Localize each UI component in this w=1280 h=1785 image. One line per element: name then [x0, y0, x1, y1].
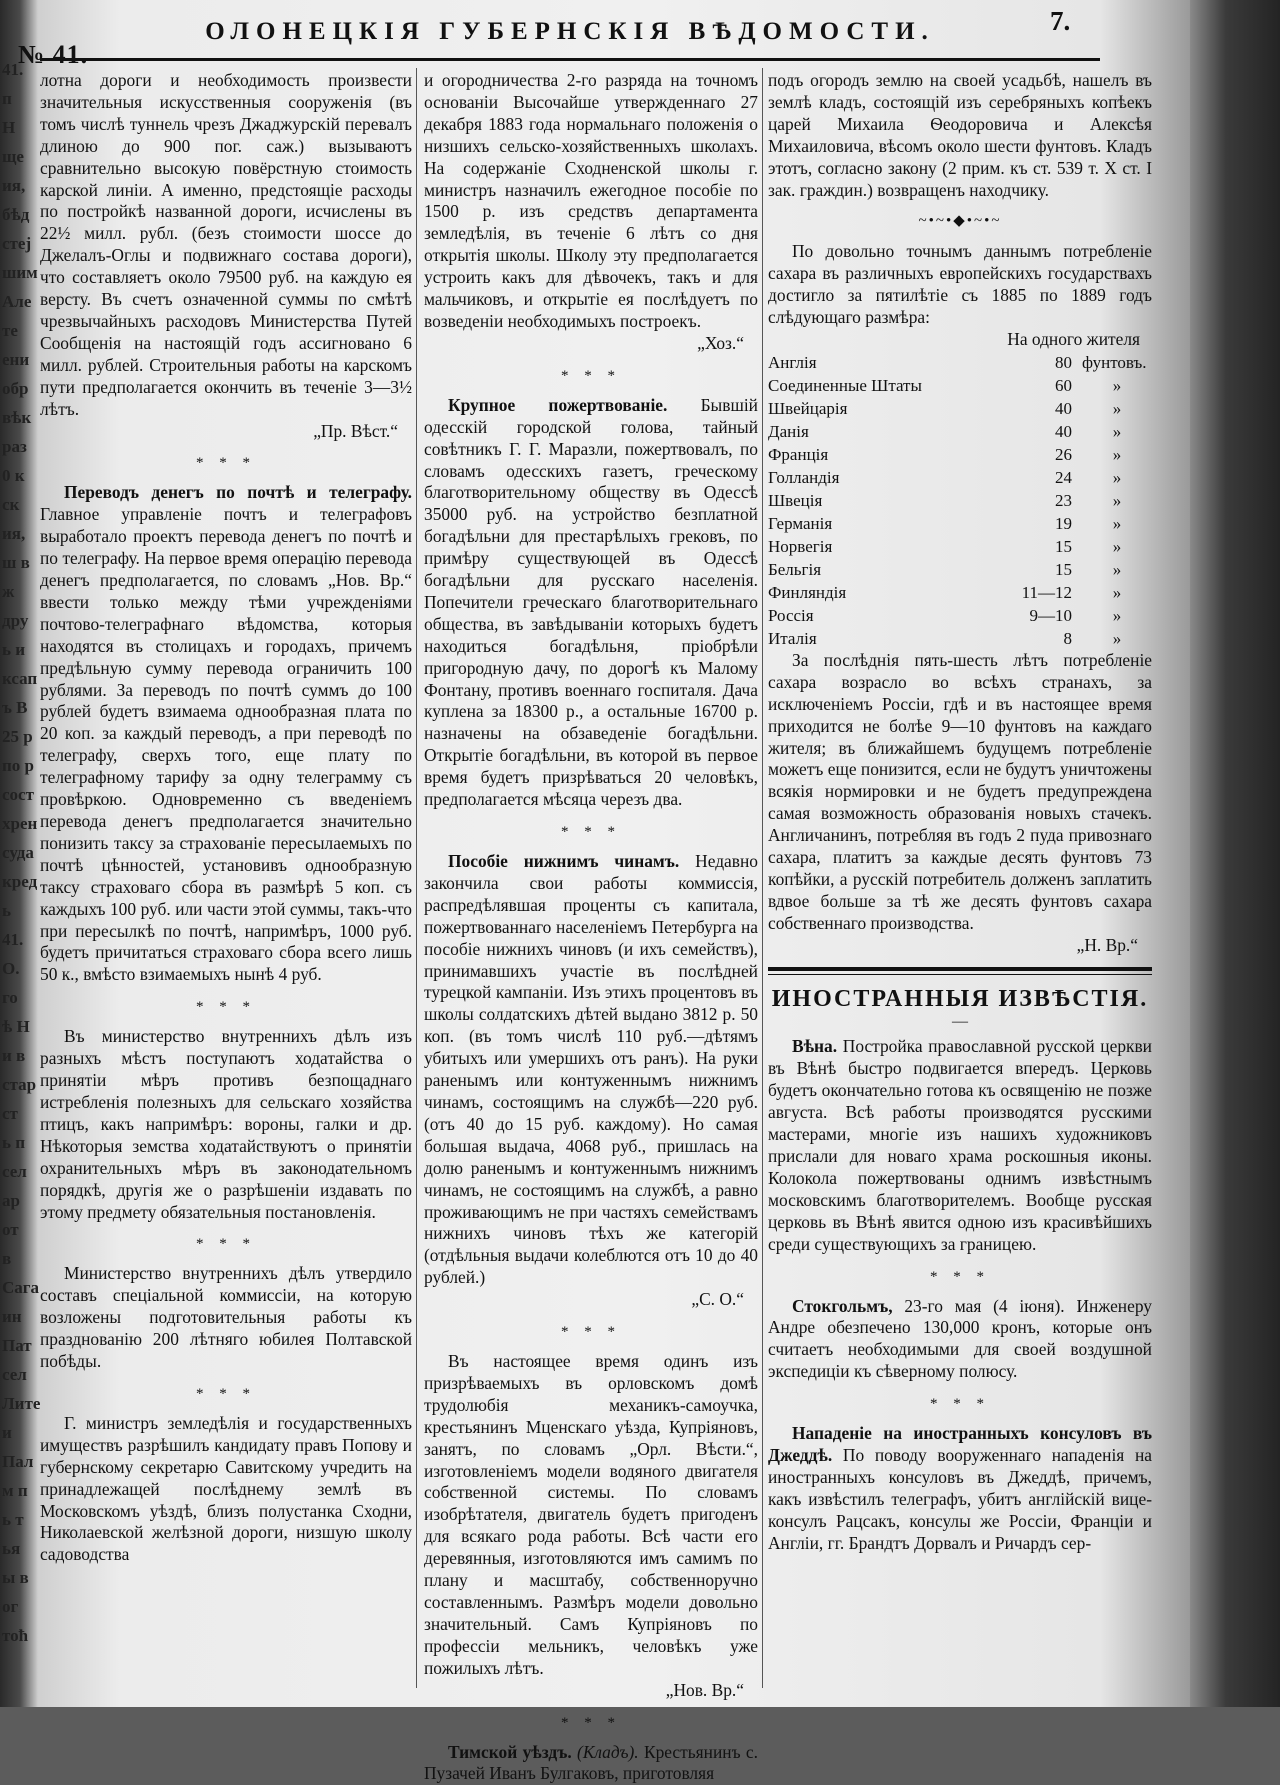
country-name: Италія: [768, 628, 817, 648]
article-subheading: (Кладъ).: [571, 1741, 639, 1762]
sugar-table-row: [768, 535, 1152, 558]
margin-fragment: хрен: [2, 814, 38, 833]
article-treasure: [424, 1742, 758, 1785]
margin-fragment: ск: [2, 495, 20, 514]
sugar-table-row: [768, 374, 1152, 397]
column-1: [40, 70, 412, 1566]
article-text: Постройка православной русской церкви въ Вѣнѣ быстро подвигается впередъ. Церковь будетъ окончательно готова къ освященію не позже августа. Всѣ работы производятся русскими мастерами, многіе изъ нашихъ художниковъ прислали для новаго храма роскошныя иконы. Колокола пожертвованы однимъ извѣстнымъ московскимъ благотворителемъ. Вообще русская церковь въ Вѣнѣ явится одною изъ красивѣйшихъ среди существующихъ за границею.: [768, 1036, 1152, 1254]
section-separator-stars: * * *: [196, 1385, 256, 1402]
margin-fragment: ог: [2, 1597, 19, 1616]
margin-fragment: обр: [2, 379, 29, 398]
margin-fragment: суда: [2, 843, 34, 862]
article-heading: Стокгольмъ,: [792, 1295, 893, 1316]
consumption-value: 9—10: [1029, 605, 1072, 625]
article-vienna: [768, 1036, 1152, 1255]
margin-fragment: ш в: [2, 553, 30, 572]
margin-fragment: стар: [2, 1075, 37, 1094]
country-name: Норвегія: [768, 536, 833, 556]
margin-fragment: ия,: [2, 176, 26, 195]
section-separator-stars: * * *: [561, 824, 621, 840]
article-kars-railway-end: лотна дороги и необходимость произвести значительныя искусственныя сооруженія (въ томъ числѣ туннель чрезъ Джаджурскій перевалъ длиною до 900 пог. саж.) вызываютъ сравнительно высокую повёрстную стоимость карской линіи. А именно, предстоящіе расходы по постройкѣ названной дороги, исчислены въ 22½ милл. рубл. (безъ стоимости шоссе до Джелалъ-Оглы и подвижнаго состава дороги), что составляетъ около 79500 руб. на каждую ея версту. Въ счетъ означенной суммы по смѣтѣ чрезвычайныхъ расходовъ Министерства Путей Сообщенія на настоящій годъ ассигновано 6 милл. рублей. Строительныя работы на карскомъ пути предполагается окончить въ теченіе 3—3½ лѣтъ.: [40, 70, 412, 419]
sugar-table-row: [768, 420, 1152, 443]
margin-fragment: дру: [2, 611, 29, 630]
section-separator-stars: * * *: [196, 1236, 256, 1253]
article-text: 23-го мая (4 іюня). Инженеру Андре обезпечено 130,000 кронъ, которые онъ считаетъ необходимыми для своей воздушной экспедиціи къ сѣверному полюсу.: [768, 1295, 1152, 1382]
source-attribution: „Хоз.“: [697, 332, 744, 353]
margin-fragment: 41.: [2, 60, 24, 79]
section-separator-stars: * * *: [561, 367, 621, 384]
consumption-value: 60: [1055, 375, 1072, 395]
section-separator-stars: * * *: [196, 999, 256, 1016]
column-divider-2: [762, 68, 763, 1688]
margin-fragment: и: [2, 1423, 12, 1442]
margin-fragment: ин: [2, 1307, 22, 1326]
unit-label: »: [1112, 421, 1122, 441]
consumption-value: 40: [1055, 398, 1072, 418]
source-attribution: „С. О.“: [691, 1289, 744, 1310]
margin-fragment: в: [2, 1249, 12, 1268]
consumption-value: 8: [1063, 628, 1072, 648]
margin-fragment: ще: [2, 147, 24, 166]
sugar-consumption-table: [768, 351, 1152, 650]
margin-fragment: те: [2, 321, 18, 340]
sugar-table-row: [768, 489, 1152, 512]
section-separator-stars: * * *: [930, 1268, 990, 1285]
country-name: Россія: [768, 605, 814, 625]
column-2: [424, 70, 758, 1785]
unit-label: »: [1112, 398, 1122, 418]
country-name: Англія: [768, 352, 817, 372]
margin-fragment: Сага: [2, 1278, 39, 1297]
source-attribution: „Нов. Вр.“: [665, 1679, 744, 1700]
article-school: Г. министръ земледѣлія и государственныхъ имуществъ разрѣшилъ кандидату правъ Попову и губернскому секретарю Савитскому учредить на принадлежащей послѣднему землѣ въ Московскомъ уѣздѣ, близъ полустанка Сходни, Николаевской желѣзной дороги, низшую школу садоводства: [40, 1412, 412, 1565]
margin-fragment: ия,: [2, 524, 26, 543]
article-text: Крестьянинъ с. Пузачей Иванъ Булгаковъ, приготовляя: [424, 1741, 758, 1784]
country-name: Швейцарія: [768, 398, 848, 418]
article-heading: Тимской уѣздъ.: [448, 1741, 572, 1762]
sugar-table-row: [768, 397, 1152, 420]
unit-label: »: [1112, 467, 1122, 487]
source-attribution: „Н. Вр.“: [1076, 934, 1138, 955]
margin-fragment: ст: [2, 1104, 18, 1123]
country-name: Бельгія: [768, 559, 822, 579]
newspaper-title: ОЛОНЕЦКІЯ ГУБЕРНСКІЯ ВѢДОМОСТИ.: [205, 18, 935, 45]
sugar-table-row: [768, 581, 1152, 604]
margin-fragment: Пал: [2, 1452, 34, 1471]
country-name: Данія: [768, 421, 809, 441]
country-name: Соединенные Штаты: [768, 375, 922, 395]
margin-fragment: Н: [2, 118, 16, 137]
section-separator-stars: * * *: [930, 1396, 990, 1413]
margin-fragment: ѣ Н: [2, 1017, 30, 1036]
article-heading: Пособіе нижнимъ чинамъ.: [448, 851, 680, 871]
country-name: Франція: [768, 444, 829, 464]
consumption-value: 80: [1055, 352, 1072, 372]
unit-label: »: [1112, 582, 1122, 602]
consumption-value: 11—12: [1021, 582, 1072, 602]
issue-number: № 41.: [18, 40, 89, 69]
unit-label: »: [1112, 490, 1122, 510]
unit-label: »: [1112, 444, 1122, 464]
margin-fragment: Лите: [2, 1394, 41, 1413]
article-text: По поводу вооруженнаго нападенія на иностранныхъ консуловъ въ Джеддѣ, причемъ, какъ извѣстилъ телеграфъ, убитъ англійскій вице-консулъ Рацсакъ, консулы же Россіи, Франціи и Англіи, гг. Брандтъ Дорвалъ и Ричардъ сер-: [768, 1445, 1152, 1553]
article-heading: Крупное пожертвованіе.: [448, 394, 668, 415]
margin-fragment: от: [2, 1220, 19, 1239]
article-donation: [424, 395, 758, 811]
header-rule: [40, 58, 1100, 61]
right-page-edge: [1190, 0, 1280, 1707]
page-number: 7.: [1050, 6, 1071, 36]
unit-label: »: [1112, 513, 1122, 533]
unit-label: фунтовъ.: [1082, 352, 1147, 372]
margin-fragment: ь т: [2, 1510, 24, 1529]
margin-fragment: ъ В: [2, 698, 28, 717]
unit-label: »: [1112, 605, 1122, 625]
margin-fragment: сел: [2, 1162, 27, 1181]
left-margin-adjacent-page: [0, 60, 41, 1707]
country-name: Финляндія: [768, 582, 847, 602]
margin-fragment: ксап: [2, 669, 38, 688]
section-rule: [768, 967, 1152, 975]
margin-fragment: Пат: [2, 1336, 32, 1355]
article-heading: Вѣна.: [792, 1036, 838, 1057]
consumption-value: 40: [1055, 421, 1072, 441]
sugar-table-row: [768, 351, 1152, 374]
margin-fragment: ья: [2, 1539, 21, 1558]
sugar-table-row: [768, 443, 1152, 466]
sugar-table-row: [768, 604, 1152, 627]
margin-fragment: кред: [2, 872, 38, 891]
sugar-table-header: На одного жителя: [1007, 328, 1140, 349]
ornament-divider: ~•~•◆•~•~: [918, 213, 1002, 230]
margin-fragment: го: [2, 988, 18, 1007]
article-treasure-continued: подъ огородъ землю на своей усадьбѣ, нашелъ въ землѣ кладъ, состоящій изъ серебряныхъ копѣекъ царей Михаила Ѳеодоровича и Алексѣя Михаиловича, вѣсомъ около шести фунтовъ. Кладъ этотъ, согласно закону (2 прим. къ ст. 539 т. X ст. I зак. граждин.) возвращенъ находчику.: [768, 70, 1152, 200]
section-separator-stars: * * *: [561, 1324, 621, 1341]
margin-fragment: бѣд: [2, 205, 30, 224]
margin-fragment: ени: [2, 350, 30, 369]
margin-fragment: и в: [2, 1046, 26, 1065]
section-title-dash: —: [952, 1013, 968, 1031]
article-school-continued: и огородничества 2-го разряда на точномъ основаніи Высочайше утвержденнаго 27 декабря 1883 года нормальнаго положенія о низшихъ сельско-хозяйственныхъ школахъ. На содержаніе Сходненской школы г. министръ назначилъ ежегодное пособіе по 1500 р. изъ средствъ департамента земледѣлія, въ теченіе 6 лѣтъ со дня открытія школы. Школу эту предполагается устроить какъ для дѣвочекъ, такъ и для мальчиковъ, и открытіе ея послѣдуетъ по возведеніи необходимыхъ построекъ.: [424, 70, 758, 331]
sugar-table-row: [768, 627, 1152, 650]
article-jeddah: [768, 1423, 1152, 1554]
column-divider-1: [416, 68, 417, 1688]
article-sugar: По довольно точнымъ даннымъ потребленіе сахара въ различныхъ европейскихъ государствахъ достигло за пятилѣтіе съ 1885 по 1889 годъ слѣдующаго размѣра:: [768, 241, 1152, 328]
margin-fragment: 0 к: [2, 466, 25, 485]
article-benefit: [424, 851, 758, 1289]
margin-fragment: ь п: [2, 1133, 26, 1152]
article-money-transfer: [40, 482, 412, 986]
article-text: Бывшій одесскій городской голова, тайный совѣтникъ Г. Г. Маразли, пожертвовалъ, по словамъ одесскихъ газетъ, греческому благотворительному обществу въ Одессѣ 35000 руб. на устройство безплатной богадѣльни для престарѣлыхъ грековъ, по примѣру существующей въ Одессѣ богадѣльни для русскаго населенія. Попечители греческаго благотворительнаго общества, въ завѣдываніи которыхъ будетъ находиться богадѣльня, пріобрѣли пригородную дачу, по дорогѣ къ Малому Фонтану, противъ военнаго госпиталя. Дача куплена за 18300 р., а остальные 16700 р. назначены на обзаведеніе богадѣльни. Открытіе богадѣльни, въ которой въ первое время будетъ призрѣваться 20 человѣкъ, предполагается мѣсяца черезъ два.: [424, 394, 758, 810]
article-text: Главное управленіе почтъ и телеграфовъ выработало проектъ перевода денегъ по почтѣ и по телеграфу. На первое время операцію перевода денегъ предполагается, по словамъ „Нов. Вр.“ ввести только между тѣми учрежденіями почтово-телеграфнаго вѣдомства, которыя находятся въ столицахъ и городахъ, причемъ предѣльную сумму перевода ограничить 100 рублями. За переводъ по почтѣ суммъ до 100 рублей будетъ взимаема однообразная плата по 20 коп. за каждый переводъ, а при переводѣ по телеграфу, сверхъ того, еще плату по телеграфному тарифу за одну телеграмму съ провѣркою. Одновременно съ введеніемъ перевода денегъ предполагается значительно понизить таксу за страхованіе пересылаемыхъ по почтѣ цѣнностей, установивъ однообразную таксу страховаго сбора въ размѣрѣ 5 коп. съ каждыхъ 100 руб. или части этой суммы, такъ-что при пересылкѣ по почтѣ, напримѣръ, 1000 руб. будетъ причитаться страховаго сбора всего лишь 50 к., вмѣсто взимаемыхъ нынѣ 4 руб.: [40, 504, 412, 985]
margin-fragment: сел: [2, 1365, 27, 1384]
section-separator-stars: * * *: [196, 455, 256, 472]
consumption-value: 23: [1055, 490, 1072, 510]
column-3: [768, 70, 1152, 1555]
margin-fragment: Але: [2, 292, 32, 311]
unit-label: »: [1112, 375, 1122, 395]
margin-fragment: ар: [2, 1191, 20, 1210]
unit-label: »: [1112, 559, 1122, 579]
margin-fragment: сост: [2, 785, 34, 804]
article-stockholm: [768, 1296, 1152, 1384]
article-heading: Переводъ денегъ по почтѣ и телеграфу.: [64, 482, 412, 503]
unit-label: »: [1112, 536, 1122, 556]
margin-fragment: 41.: [2, 930, 24, 949]
margin-fragment: по р: [2, 756, 34, 775]
article-text: Недавно закончила свои работы коммиссія, распредѣлявшая проценты съ капитала, пожертвованнаго населеніемъ Петербурга на пособіе нижнихъ чиновъ (и ихъ семействъ), принимавшихъ участіе въ послѣдней турецкой кампаніи. Изъ этихъ процентовъ въ школы солдатскихъ дѣтей выдано 3812 р. 50 коп. (въ томъ числѣ 110 руб.—дѣтямъ убитыхъ или умершихъ отъ ранъ). На руки раненымъ или контуженнымъ нижнимъ чинамъ, состоящимъ на службѣ—220 руб. (отъ 40 до 15 руб. каждому). Но самая большая выдача, 4068 руб., пришлась на долю раненымъ и контуженнымъ нижнимъ чинамъ, не состоящимъ на службѣ, а равно проживающимъ не при частяхъ семействамъ нижнихъ чиновъ тѣхъ же категорій (отдѣльныя выдачи колеблются отъ 10 до 40 рублей.): [424, 851, 758, 1288]
margin-fragment: ь и: [2, 640, 26, 659]
article-sugar-continued: За послѣднія пять-шесть лѣтъ потребленіе сахара возрасло во всѣхъ странахъ, за исключеніемъ Россіи, гдѣ и въ настоящее время приходится не болѣе 9—10 фунтовъ на каждаго жителя; въ ближайшемъ будущемъ потребленіе можетъ еще понизится, если не будутъ уничтожены всякія нормировки и не будетъ предупреждена самая возможность образованія новыхъ стачекъ. Англичанинъ, потребляя въ годъ 2 пуда привознаго сахара, платитъ за каждые десять фунтовъ 73 копѣйки, а русскій потребитель долженъ заплатить вдвое больше за тѣ же десять фунтовъ сахара собственнаго производства.: [768, 649, 1152, 933]
consumption-value: 15: [1055, 536, 1072, 556]
margin-fragment: шим: [2, 263, 38, 282]
article-heading: Нападеніе на иностранныхъ консуловъ въ Джеддѣ.: [768, 1423, 1152, 1466]
margin-fragment: ь: [2, 901, 11, 920]
country-name: Германія: [768, 513, 833, 533]
margin-fragment: О.: [2, 959, 20, 978]
margin-fragment: м п: [2, 1481, 28, 1500]
article-poltava: Министерство внутреннихъ дѣлъ утвердило составъ спеціальной коммиссіи, на которую возложены подготовительныя работы къ празднованію 200 лѣтняго юбилея Полтавской побѣды.: [40, 1263, 412, 1372]
margin-fragment: вѣк: [2, 408, 32, 427]
section-title-foreign-news: ИНОСТРАННЫЯ ИЗВѢСТІЯ.: [771, 985, 1149, 1012]
margin-fragment: ы в: [2, 1568, 29, 1587]
margin-fragment: ж: [2, 582, 15, 601]
consumption-value: 15: [1055, 559, 1072, 579]
sugar-table-row: [768, 512, 1152, 535]
consumption-value: 24: [1055, 467, 1072, 487]
section-separator-stars: * * *: [561, 1714, 621, 1731]
sugar-table-row: [768, 466, 1152, 489]
country-name: Голландія: [768, 467, 840, 487]
margin-fragment: 25 р: [2, 727, 33, 746]
margin-fragment: тоћ: [2, 1626, 29, 1645]
source-attribution: „Пр. Вѣст.“: [313, 420, 398, 441]
country-name: Швеція: [768, 490, 823, 510]
article-inventor: Въ настоящее время одинъ изъ призрѣваемыхъ въ орловскомъ домѣ трудолюбія механикъ-самоучка, крестьянинъ Мценскаго уѣзда, Купріяновъ, занятъ, по словамъ „Орл. Вѣсти.“, изготовленіемъ модели водяного двигателя собственной системы. По словамъ изобрѣтателя, двигатель будетъ пригоденъ для всякаго рода работы. Всѣ части его деревянныя, изготовляются имъ самимъ по плану и масштабу, собственноручно составленнымъ. Размѣръ модели довольно значительный. Самъ Купріяновъ по профессіи мельникъ, человѣкъ уже пожилыхъ лѣтъ.: [424, 1351, 758, 1678]
unit-label: »: [1112, 628, 1122, 648]
margin-fragment: раз: [2, 437, 27, 456]
consumption-value: 19: [1055, 513, 1072, 533]
consumption-value: 26: [1055, 444, 1072, 464]
article-birds: Въ министерство внутреннихъ дѣлъ изъ разныхъ мѣстъ поступаютъ ходатайства о принятіи мѣръ противъ безпощаднаго истребленія полезныхъ для сельскаго хозяйства птицъ, какъ напримѣръ: вороны, галки и др. Нѣкоторыя земства ходатайствуютъ о принятіи охранительныхъ мѣръ въ законодательномъ порядкѣ, другія же о разрѣшеніи издавать по этому предмету обязательныя постановленія.: [40, 1026, 412, 1222]
margin-fragment: стеј: [2, 234, 32, 253]
margin-fragment: п: [2, 89, 12, 108]
sugar-table-row: [768, 558, 1152, 581]
